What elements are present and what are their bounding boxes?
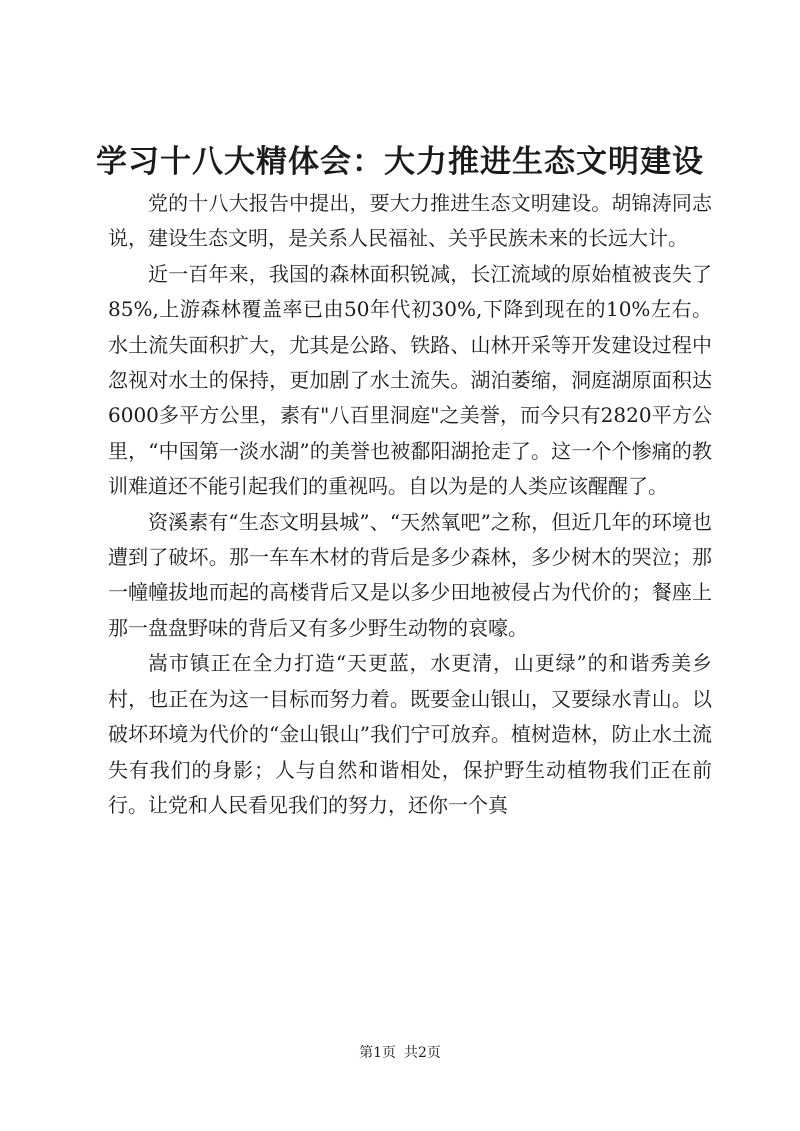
page-footer (0, 1043, 800, 1063)
document-body (108, 186, 712, 823)
paragraph-3: 资溪素有“生态文明县城”、“天然氧吧”之称，但近几年的环境也遭到了破坏。那一车车木材的背后是多少森林，多少树木的哭泣；那一幢幢拔地而起的高楼背后又是以多少田地被侵占为代价的；餐座上那一盘盘野味的背后又有多少野生动物的哀嚎。 (108, 509, 712, 640)
paragraph-4: 嵩市镇正在全力打造“天更蓝，水更清，山更绿”的和谐秀美乡村，也正在为这一目标而努力着。既要金山银山，又要绿水青山。以破坏环境为代价的“金山银山”我们宁可放弃。植树造林，防止水土流失有我们的身影；人与自然和谐相处，保护野生动植物我们正在前行。让党和人民看见我们的努力，还你一个真 (108, 651, 712, 817)
document-title: 学习十八大精体会：大力推进生态文明建设 (96, 144, 704, 180)
page-total: 共2页 (404, 1045, 441, 1061)
page-number: 第1页 (359, 1045, 396, 1061)
paragraph-1: 党的十八大报告中提出，要大力推进生态文明建设。胡锦涛同志说，建设生态文明，是关系人民福祉、关乎民族未来的长远大计。 (108, 191, 712, 251)
paragraph-2: 近一百年来，我国的森林面积锐减，长江流域的原始植被丧失了85%,上游森林覆盖率已由50年代初30%,下降到现在的10%左右。水土流失面积扩大，尤其是公路、铁路、山林开采等开发建设过程中忽视对水土的保持，更加剧了水土流失。湖泊萎缩，洞庭湖原面积达6000多平方公里，素有"八百里洞庭"之美誉，而今只有2820平方公里，“中国第一淡水湖”的美誉也被鄱阳湖抢走了。这一个个惨痛的教训难道还不能引起我们的重视吗。自以为是的人类应该醒醒了。 (108, 261, 712, 499)
